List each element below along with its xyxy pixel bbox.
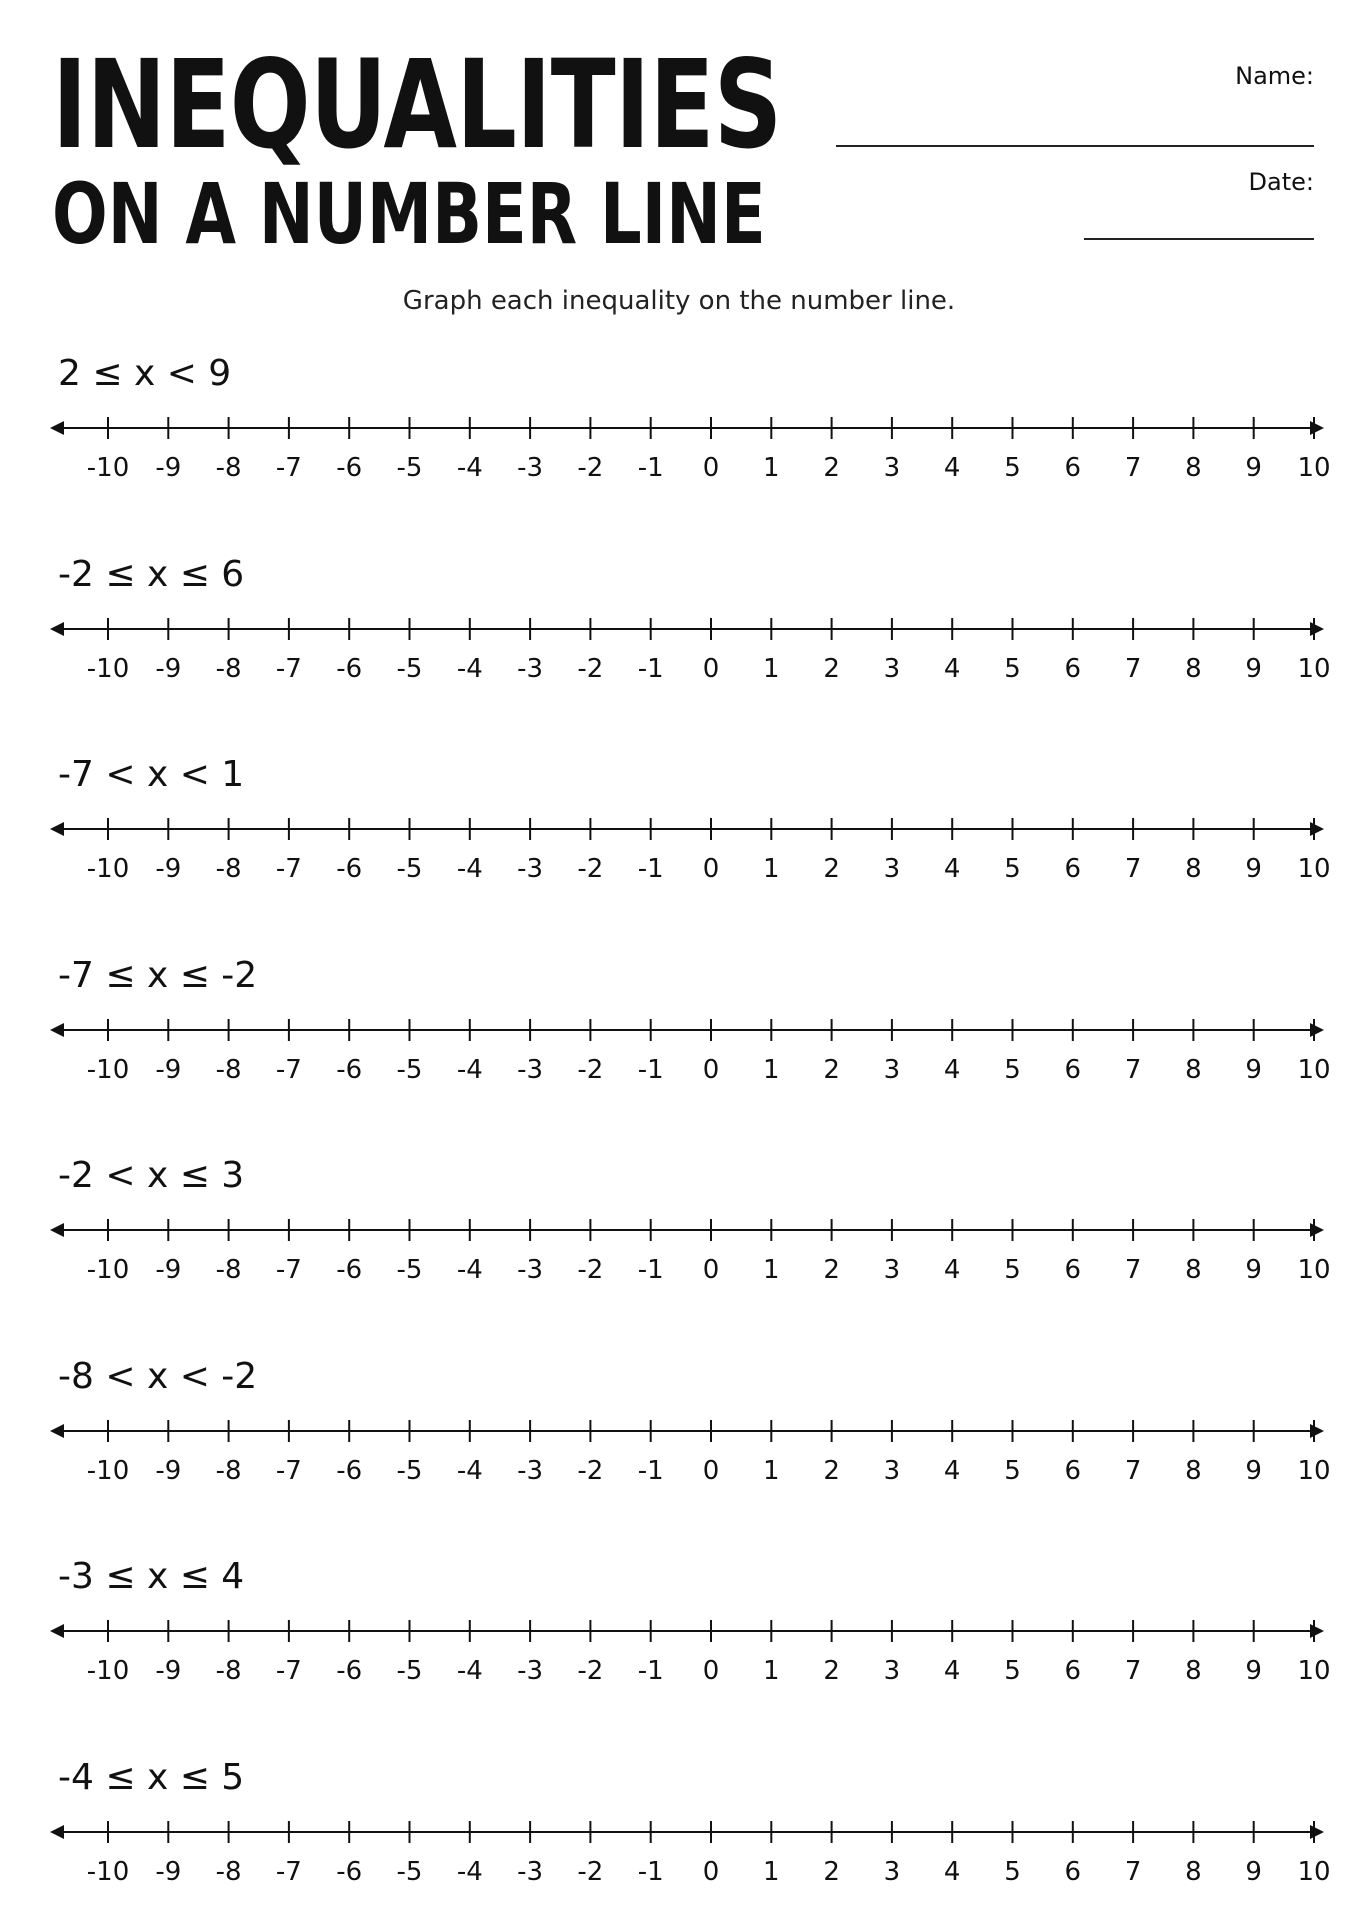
tick-label: 8 (1185, 1856, 1202, 1887)
tick-label: 2 (823, 1255, 840, 1285)
tick-label: -3 (517, 1455, 544, 1486)
tick-label: -1 (637, 653, 664, 684)
arrow-right-icon (1310, 822, 1324, 836)
tick-label: 1 (763, 453, 780, 483)
tick-label: 7 (1124, 1455, 1142, 1486)
tick-label: 10 (1297, 1656, 1331, 1686)
tick-label: -7 (275, 1255, 302, 1285)
tick-label: -10 (86, 1856, 130, 1887)
tick-label: -3 (517, 854, 544, 884)
tick-label: 7 (1124, 453, 1142, 483)
tick-label: 10 (1297, 1054, 1331, 1085)
tick-label: -2 (577, 1255, 604, 1285)
instructions: Graph each inequality on the number line. (402, 286, 956, 316)
tick-label: 7 (1124, 854, 1142, 884)
tick-label: 4 (943, 1455, 961, 1486)
tick-label: 1 (763, 1054, 780, 1085)
tick-label: -10 (86, 1455, 130, 1486)
tick-label: 1 (763, 1656, 780, 1686)
inequality-label: -3 ≤ x ≤ 4 (58, 1556, 245, 1597)
tick-label: -10 (86, 453, 130, 483)
number-line[interactable] (44, 408, 1331, 498)
tick-label: -6 (336, 854, 363, 884)
inequality-label: -7 < x < 1 (58, 754, 245, 795)
problem-5 (44, 1154, 1331, 1324)
tick-label: 8 (1185, 453, 1202, 483)
tick-label: 6 (1064, 1054, 1082, 1085)
tick-label: 1 (763, 1255, 780, 1285)
tick-label: -4 (456, 854, 483, 884)
tick-label: 4 (943, 1255, 961, 1285)
tick-label: 2 (823, 1856, 840, 1887)
tick-label: -6 (336, 653, 363, 684)
name-field[interactable] (836, 145, 1314, 147)
tick-label: 3 (883, 854, 901, 884)
inequality-label: -2 < x ≤ 3 (58, 1155, 245, 1196)
tick-label: 2 (823, 854, 840, 884)
tick-label: 7 (1124, 1255, 1142, 1285)
arrow-right-icon (1310, 1825, 1324, 1839)
arrow-left-icon (50, 1825, 64, 1839)
tick-label: 0 (702, 854, 720, 884)
tick-label: 6 (1064, 1255, 1082, 1285)
tick-label: -1 (637, 1255, 664, 1285)
tick-label: 2 (823, 653, 840, 684)
tick-label: 9 (1245, 453, 1262, 483)
tick-label: 6 (1064, 854, 1082, 884)
tick-label: -3 (517, 1255, 544, 1285)
title-main: INEQUALITIES (52, 34, 782, 176)
tick-label: 6 (1064, 1856, 1082, 1887)
arrow-left-icon (50, 822, 64, 836)
problem-1 (44, 352, 1331, 522)
tick-label: 10 (1297, 1856, 1331, 1887)
tick-label: -9 (155, 1255, 182, 1285)
tick-label: 9 (1245, 653, 1262, 684)
number-line[interactable] (44, 1812, 1331, 1902)
tick-label: -2 (577, 1856, 604, 1887)
tick-label: -9 (155, 1856, 182, 1887)
problem-8 (44, 1756, 1331, 1920)
tick-label: -2 (577, 1455, 604, 1486)
inequality-label: -4 ≤ x ≤ 5 (58, 1756, 245, 1798)
tick-label: -2 (577, 453, 604, 483)
tick-label: 8 (1185, 1656, 1202, 1686)
tick-label: -9 (155, 453, 182, 483)
tick-label: 5 (1004, 653, 1021, 684)
tick-label: -3 (517, 1856, 544, 1887)
date-field[interactable] (1084, 238, 1314, 240)
tick-label: 9 (1245, 854, 1262, 884)
problem-3 (44, 753, 1331, 923)
tick-label: -1 (637, 1656, 664, 1686)
tick-label: -3 (517, 1054, 544, 1085)
tick-label: 6 (1064, 1656, 1082, 1686)
inequality-label: -2 ≤ x ≤ 6 (58, 553, 245, 595)
problem-7 (44, 1555, 1331, 1725)
tick-label: 5 (1004, 1455, 1021, 1486)
tick-label: -2 (577, 653, 604, 684)
tick-label: 0 (702, 1455, 720, 1486)
tick-label: -4 (456, 1455, 483, 1486)
tick-label: 0 (702, 653, 720, 684)
tick-label: 8 (1185, 653, 1202, 684)
tick-label: 8 (1185, 1054, 1202, 1085)
tick-label: -10 (86, 1255, 130, 1285)
arrow-left-icon (50, 1624, 64, 1638)
tick-label: 1 (763, 854, 780, 884)
problem-2 (44, 553, 1331, 723)
tick-label: 1 (763, 1455, 780, 1486)
tick-label: 1 (763, 1856, 780, 1887)
tick-label: -1 (637, 854, 664, 884)
number-line[interactable] (44, 1611, 1331, 1701)
tick-label: 10 (1297, 1455, 1331, 1486)
tick-label: -9 (155, 1054, 182, 1085)
tick-label: -6 (336, 1054, 363, 1085)
arrow-right-icon (1310, 1223, 1324, 1237)
tick-label: 4 (943, 1054, 961, 1085)
tick-label: -7 (275, 854, 302, 884)
tick-label: -3 (517, 653, 544, 684)
tick-label: -5 (396, 1856, 423, 1887)
tick-label: -1 (637, 1054, 664, 1085)
tick-label: -9 (155, 1656, 182, 1686)
tick-label: 10 (1297, 453, 1331, 483)
tick-label: 4 (943, 1856, 961, 1887)
tick-label: 10 (1297, 1255, 1331, 1285)
tick-label: 9 (1245, 1054, 1262, 1085)
tick-label: -6 (336, 1656, 363, 1686)
tick-label: 7 (1124, 653, 1142, 684)
tick-label: -5 (396, 1656, 423, 1686)
arrow-left-icon (50, 1424, 64, 1438)
tick-label: -10 (86, 1054, 130, 1085)
tick-label: -2 (577, 1054, 604, 1085)
tick-label: 0 (702, 1054, 720, 1085)
tick-label: 3 (883, 1455, 901, 1486)
tick-label: -5 (396, 854, 423, 884)
tick-label: -2 (577, 1656, 604, 1686)
number-line[interactable] (44, 1210, 1331, 1300)
tick-label: 10 (1297, 653, 1331, 684)
number-line[interactable] (44, 1411, 1331, 1501)
tick-label: -8 (215, 1455, 242, 1486)
tick-label: 9 (1245, 1656, 1262, 1686)
tick-label: 3 (883, 1054, 901, 1085)
tick-label: -10 (86, 653, 130, 684)
tick-label: 1 (763, 653, 780, 684)
arrow-right-icon (1310, 1424, 1324, 1438)
tick-label: 7 (1124, 1054, 1142, 1085)
tick-label: -5 (396, 453, 423, 483)
name-label: Name: (1235, 62, 1314, 90)
tick-label: -8 (215, 1255, 242, 1285)
tick-label: -5 (396, 1255, 423, 1285)
tick-label: -8 (215, 1656, 242, 1686)
tick-label: -1 (637, 1856, 664, 1887)
tick-label: -4 (456, 1054, 483, 1085)
tick-label: -5 (396, 653, 423, 684)
title-subtitle: ON A NUMBER LINE (52, 165, 766, 263)
tick-label: 2 (823, 1054, 840, 1085)
tick-label: 5 (1004, 1054, 1021, 1085)
tick-label: 6 (1064, 453, 1082, 483)
tick-label: 10 (1297, 854, 1331, 884)
tick-label: -4 (456, 453, 483, 483)
tick-label: -2 (577, 854, 604, 884)
tick-label: 6 (1064, 653, 1082, 684)
arrow-right-icon (1310, 1023, 1324, 1037)
tick-label: 5 (1004, 854, 1021, 884)
tick-label: -6 (336, 453, 363, 483)
tick-label: -1 (637, 1455, 664, 1486)
tick-label: -9 (155, 1455, 182, 1486)
tick-label: -5 (396, 1455, 423, 1486)
tick-label: -6 (336, 1856, 363, 1887)
tick-label: 3 (883, 653, 901, 684)
tick-label: 2 (823, 453, 840, 483)
tick-label: -1 (637, 453, 664, 483)
tick-label: -10 (86, 854, 130, 884)
tick-label: 5 (1004, 1255, 1021, 1285)
tick-label: 3 (883, 1656, 901, 1686)
tick-label: 3 (883, 1255, 901, 1285)
arrow-left-icon (50, 622, 64, 636)
tick-label: -6 (336, 1255, 363, 1285)
tick-label: 0 (702, 1255, 720, 1285)
tick-label: 8 (1185, 854, 1202, 884)
tick-label: -4 (456, 1856, 483, 1887)
problem-6 (44, 1355, 1331, 1525)
tick-label: 9 (1245, 1455, 1262, 1486)
tick-label: -8 (215, 854, 242, 884)
inequality-label: -7 ≤ x ≤ -2 (58, 954, 258, 996)
tick-label: 3 (883, 1856, 901, 1887)
tick-label: 0 (702, 1656, 720, 1686)
problem-4 (44, 954, 1331, 1124)
arrow-left-icon (50, 1223, 64, 1237)
tick-label: 2 (823, 1656, 840, 1686)
arrow-right-icon (1310, 421, 1324, 435)
tick-label: -9 (155, 653, 182, 684)
tick-label: -7 (275, 1455, 302, 1486)
arrow-left-icon (50, 421, 64, 435)
arrow-left-icon (50, 1023, 64, 1037)
tick-label: 3 (883, 453, 901, 483)
tick-label: 2 (823, 1455, 840, 1486)
tick-label: -8 (215, 653, 242, 684)
tick-label: 7 (1124, 1656, 1142, 1686)
number-line[interactable] (44, 609, 1331, 699)
tick-label: -7 (275, 1856, 302, 1887)
tick-label: -3 (517, 453, 544, 483)
tick-label: 0 (702, 453, 720, 483)
tick-label: 5 (1004, 1656, 1021, 1686)
tick-label: -7 (275, 653, 302, 684)
inequality-label: 2 ≤ x < 9 (58, 353, 232, 394)
tick-label: -8 (215, 453, 242, 483)
tick-label: 4 (943, 1656, 961, 1686)
tick-label: 8 (1185, 1255, 1202, 1285)
number-line[interactable] (44, 1010, 1331, 1100)
tick-label: 6 (1064, 1455, 1082, 1486)
tick-label: 4 (943, 653, 961, 684)
number-line[interactable] (44, 809, 1331, 899)
tick-label: -7 (275, 1656, 302, 1686)
tick-label: 0 (702, 1856, 720, 1887)
tick-label: -8 (215, 1054, 242, 1085)
tick-label: -4 (456, 653, 483, 684)
tick-label: -9 (155, 854, 182, 884)
tick-label: 5 (1004, 1856, 1021, 1887)
tick-label: 9 (1245, 1856, 1262, 1887)
arrow-right-icon (1310, 1624, 1324, 1638)
tick-label: -3 (517, 1656, 544, 1686)
tick-label: -5 (396, 1054, 423, 1085)
tick-label: 4 (943, 453, 961, 483)
tick-label: -6 (336, 1455, 363, 1486)
tick-label: 4 (943, 854, 961, 884)
tick-label: -4 (456, 1255, 483, 1285)
date-label: Date: (1248, 168, 1314, 196)
arrow-right-icon (1310, 622, 1324, 636)
tick-label: 7 (1124, 1856, 1142, 1887)
tick-label: -7 (275, 453, 302, 483)
tick-label: 8 (1185, 1455, 1202, 1486)
tick-label: -8 (215, 1856, 242, 1887)
tick-label: 5 (1004, 453, 1021, 483)
tick-label: -4 (456, 1656, 483, 1686)
tick-label: 9 (1245, 1255, 1262, 1285)
tick-label: -7 (275, 1054, 302, 1085)
tick-label: -10 (86, 1656, 130, 1686)
inequality-label: -8 < x < -2 (58, 1355, 258, 1397)
